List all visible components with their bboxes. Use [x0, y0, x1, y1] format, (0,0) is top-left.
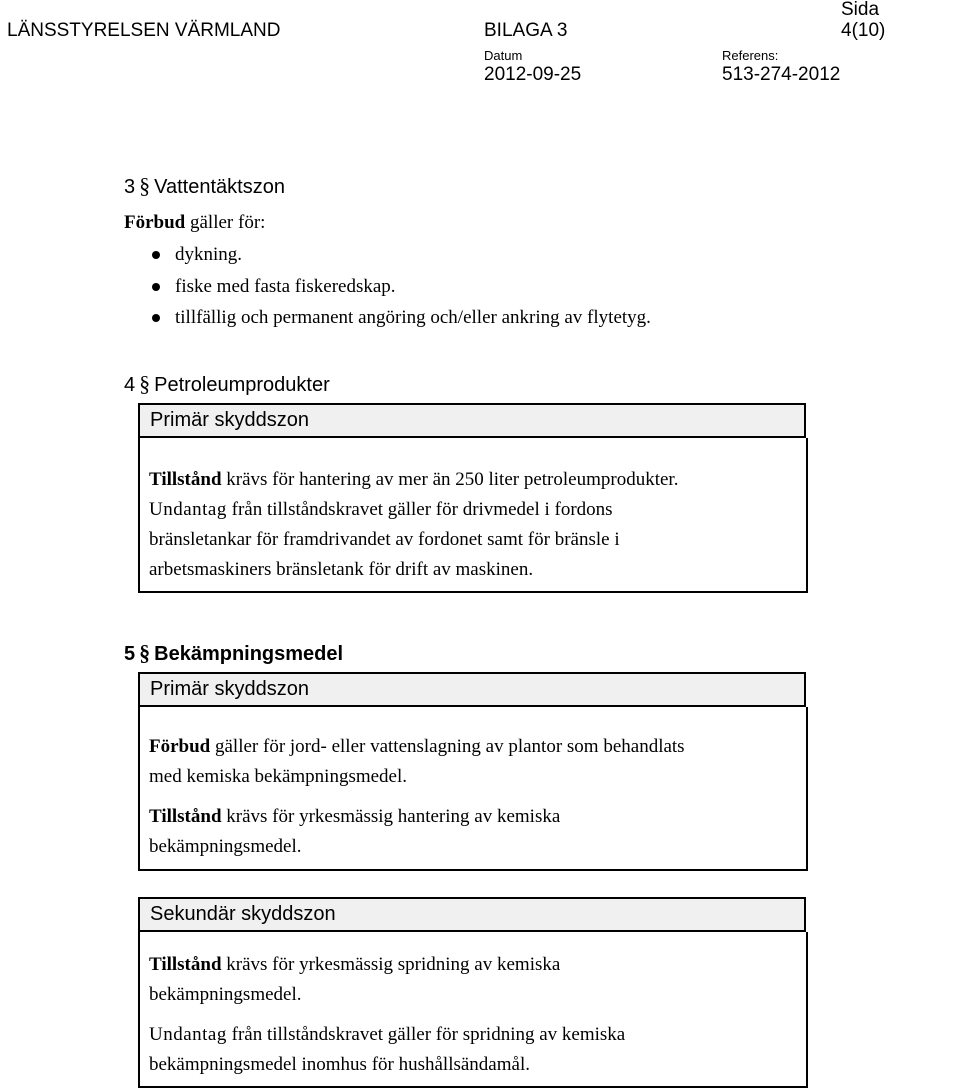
- section-number: 3: [124, 176, 136, 198]
- list-item-text: fiske med fasta fiskeredskap.: [175, 275, 396, 297]
- permit-text-line-2: bekämpningsmedel.: [149, 984, 302, 1005]
- section-3-heading: [124, 173, 285, 199]
- exception-word: Undantag: [149, 1024, 227, 1045]
- section-3-intro: [124, 208, 265, 238]
- exception-line-1: [149, 495, 613, 525]
- permit-rest: krävs för yrkesmässig hantering av kemiska: [221, 806, 561, 827]
- exception-line-2: bränsletankar för framdrivandet av fordonet samt för bränsle i: [149, 529, 620, 550]
- reference-label: Referens:: [722, 48, 779, 63]
- exception-line-3: arbetsmaskiners bränsletank för drift av maskinen.: [149, 559, 534, 580]
- prohibition-rest: gäller för jord- eller vattenslagning av plantor som behandlats: [210, 736, 685, 757]
- reference-value: 513-274-2012: [722, 64, 841, 85]
- section-title: Bekämpningsmedel: [154, 643, 344, 665]
- prohibition-label: Förbud: [149, 736, 211, 757]
- prohibition-label: Förbud: [124, 212, 186, 233]
- list-item: [124, 303, 651, 335]
- list-item: [124, 272, 651, 304]
- exception-line-1: [149, 1020, 625, 1050]
- permit-rest: krävs för yrkesmässig spridning av kemiska: [221, 954, 561, 975]
- exception-word: Undantag: [149, 499, 227, 520]
- permit-text: [149, 950, 560, 980]
- permit-text: [149, 465, 678, 495]
- paragraph-icon: §: [139, 640, 151, 665]
- list-item: [124, 240, 651, 272]
- permit-text-line-2: bekämpningsmedel.: [149, 836, 302, 857]
- paragraph-icon: §: [139, 371, 151, 396]
- permit-label: Tillstånd: [149, 954, 222, 975]
- list-item-text: dykning.: [175, 244, 243, 265]
- primary-zone-content: [138, 438, 808, 593]
- organization-name: LÄNSSTYRELSEN VÄRMLAND: [7, 20, 281, 41]
- primary-zone-content: [138, 707, 808, 871]
- attachment-label: BILAGA 3: [484, 20, 568, 41]
- section-3-bullet-list: [124, 240, 651, 335]
- primary-zone-bar: Primär skyddszon: [138, 403, 806, 438]
- section-5-heading: [124, 640, 343, 666]
- primary-zone-bar: Primär skyddszon: [138, 672, 806, 707]
- exception-line-2: bekämpningsmedel inomhus för hushållsändamål.: [149, 1054, 530, 1075]
- permit-label: Tillstånd: [149, 469, 222, 490]
- section-title: Vattentäktszon: [154, 176, 285, 198]
- page-label: Sida: [841, 0, 880, 20]
- paragraph-icon: §: [139, 173, 151, 198]
- date-label: Datum: [484, 48, 523, 63]
- exception-rest: från tillståndskravet gäller för drivmedel i fordons: [226, 499, 613, 520]
- prohibition-text: [149, 732, 685, 762]
- list-item-text: tillfällig och permanent angöring och/eller ankring av flytetyg.: [175, 307, 651, 328]
- permit-text: [149, 802, 560, 832]
- bullet-icon: [152, 314, 160, 322]
- bullet-icon: [152, 283, 160, 291]
- section-number: 5: [124, 643, 136, 665]
- section-number: 4: [124, 374, 136, 396]
- permit-label: Tillstånd: [149, 806, 222, 827]
- section-title: Petroleumprodukter: [154, 374, 330, 396]
- secondary-zone-content: [138, 932, 808, 1088]
- prohibition-text-line-2: med kemiska bekämpningsmedel.: [149, 766, 408, 787]
- page-number: 4(10): [841, 20, 886, 41]
- date-value: 2012-09-25: [484, 64, 582, 85]
- section-4-heading: [124, 371, 330, 397]
- secondary-zone-bar: Sekundär skyddszon: [138, 897, 806, 932]
- exception-rest: från tillståndskravet gäller för spridning av kemiska: [226, 1024, 626, 1045]
- permit-rest: krävs för hantering av mer än 250 liter petroleumprodukter.: [221, 469, 679, 490]
- intro-text: gäller för:: [185, 212, 266, 233]
- bullet-icon: [152, 251, 160, 259]
